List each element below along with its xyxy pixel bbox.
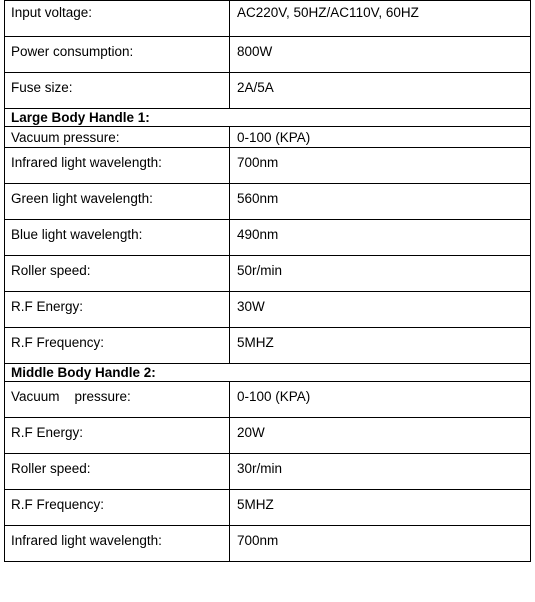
spec-row-vacuum-pressure xyxy=(5,382,531,418)
specification-table xyxy=(4,0,531,562)
spec-value: AC220V, 50HZ/AC110V, 60HZ xyxy=(230,1,531,37)
spec-label: Green light wavelength: xyxy=(5,184,230,220)
spec-value: 560nm xyxy=(230,184,531,220)
spec-row-rf-energy xyxy=(5,292,531,328)
spec-label: R.F Energy: xyxy=(5,292,230,328)
spec-value: 20W xyxy=(230,418,531,454)
spec-value: 0-100 (KPA) xyxy=(230,382,531,418)
spec-row-infrared-wavelength xyxy=(5,148,531,184)
section-header-handle-2 xyxy=(5,364,531,382)
spec-value: 30r/min xyxy=(230,454,531,490)
spec-value: 5MHZ xyxy=(230,328,531,364)
section-title: Middle Body Handle 2: xyxy=(5,364,531,382)
spec-value: 2A/5A xyxy=(230,73,531,109)
spec-label: Power consumption: xyxy=(5,37,230,73)
spec-row-blue-wavelength xyxy=(5,220,531,256)
spec-label: R.F Energy: xyxy=(5,418,230,454)
spec-value: 5MHZ xyxy=(230,490,531,526)
spec-label: Infrared light wavelength: xyxy=(5,148,230,184)
spec-label: Blue light wavelength: xyxy=(5,220,230,256)
spec-value: 800W xyxy=(230,37,531,73)
spec-row-roller-speed xyxy=(5,454,531,490)
spec-row-rf-frequency xyxy=(5,490,531,526)
spec-row-green-wavelength xyxy=(5,184,531,220)
spec-row-rf-frequency xyxy=(5,328,531,364)
spec-label: Vacuum pressure: xyxy=(5,382,230,418)
section-header-handle-1 xyxy=(5,109,531,127)
spec-label: Roller speed: xyxy=(5,454,230,490)
spec-label: Roller speed: xyxy=(5,256,230,292)
spec-value: 700nm xyxy=(230,148,531,184)
spec-row-vacuum-pressure xyxy=(5,127,531,148)
spec-label: Vacuum pressure: xyxy=(5,127,230,148)
spec-label: Infrared light wavelength: xyxy=(5,526,230,562)
spec-label: Fuse size: xyxy=(5,73,230,109)
spec-value: 700nm xyxy=(230,526,531,562)
spec-row-roller-speed xyxy=(5,256,531,292)
spec-label: R.F Frequency: xyxy=(5,490,230,526)
spec-label: Input voltage: xyxy=(5,1,230,37)
spec-label: R.F Frequency: xyxy=(5,328,230,364)
spec-row-power-consumption xyxy=(5,37,531,73)
spec-row-infrared-wavelength xyxy=(5,526,531,562)
spec-value: 30W xyxy=(230,292,531,328)
spec-row-fuse-size xyxy=(5,73,531,109)
spec-row-rf-energy xyxy=(5,418,531,454)
section-title: Large Body Handle 1: xyxy=(5,109,531,127)
spec-row-input-voltage xyxy=(5,1,531,37)
spec-value: 490nm xyxy=(230,220,531,256)
spec-value: 0-100 (KPA) xyxy=(230,127,531,148)
spec-value: 50r/min xyxy=(230,256,531,292)
